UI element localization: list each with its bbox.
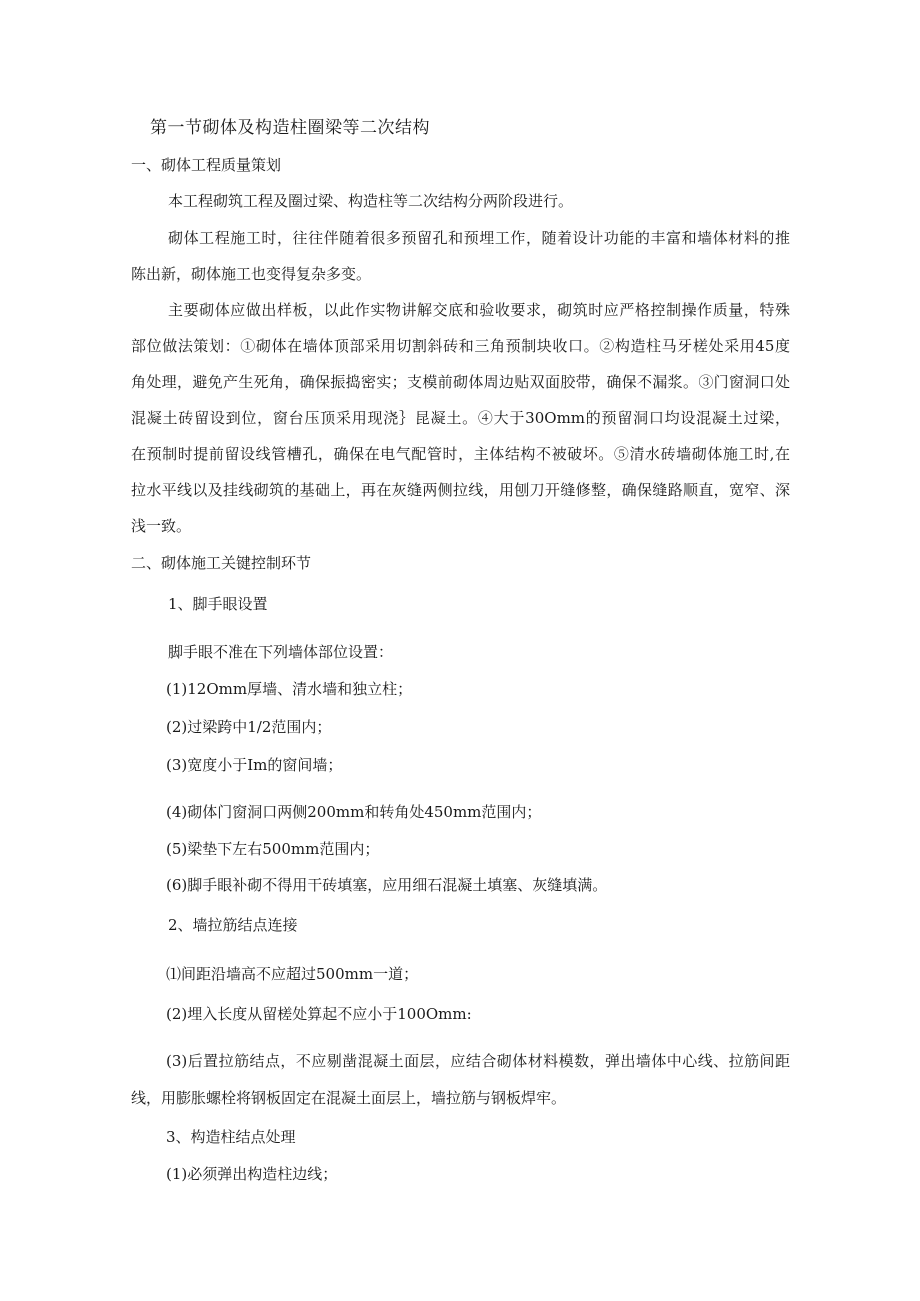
list-intro: 脚手眼不准在下列墙体部位设置：	[168, 643, 394, 661]
paragraph-line: 混凝土砖留设到位，窗台压顶采用现浇｝昆凝土。④大于30Omm的预留洞口均设混凝土过梁，	[131, 409, 790, 427]
list-item: ⑴间距沿墙高不应超过500mm一道；	[166, 965, 419, 983]
section-heading: 一、砌体工程质量策划	[131, 156, 282, 174]
paragraph-line: 在预制时提前留设线管槽孔，确保在电气配管时，主体结构不被破坏。⑤清水砖墙砌体施工时,在	[131, 445, 790, 463]
paragraph-line: 主要砌体应做出样板，以此作实物讲解交底和验收要求，砌筑时应严格控制操作质量，特殊	[168, 301, 790, 319]
list-item: (5)梁垫下左右500mm范围内；	[166, 840, 380, 858]
section-heading: 二、砌体施工关键控制环节	[131, 554, 312, 572]
list-item-continuation: 线，用膨胀螺栓将钢板固定在混凝土面层上，墙拉筋与钢板焊牢。	[131, 1089, 567, 1107]
list-item: (1)必须弹出构造柱边线；	[166, 1165, 338, 1183]
page-title: 第一节砌体及构造柱圈梁等二次结构	[150, 118, 430, 138]
subsection-heading: 2、墙拉筋结点连接	[168, 916, 298, 934]
paragraph-line: 砌体工程施工时，往往伴随着很多预留孔和预埋工作，随着设计功能的丰富和墙体材料的推	[168, 229, 790, 247]
list-item: (4)砌体门窗洞口两侧200mm和转角处450mm范围内；	[166, 803, 542, 821]
paragraph-line: 拉水平线以及挂线砌筑的基础上，再在灰缝两侧拉线，用刨刀开缝修整，确保缝路顺直，宽窄、深	[131, 481, 790, 499]
paragraph-line: 部位做法策划：①砌体在墙体顶部采用切割斜砖和三角预制块收口。②构造柱马牙槎处采用45度	[131, 337, 790, 355]
subsection-heading: 1、脚手眼设置	[168, 595, 268, 613]
list-item: (2)埋入长度从留槎处算起不应小于100Omm:	[166, 1005, 472, 1023]
list-item: (3)宽度小于Im的窗间墙；	[166, 756, 343, 774]
subsection-heading: 3、构造柱结点处理	[166, 1128, 296, 1146]
list-item: (6)脚手眼补砌不得用干砖填塞，应用细石混凝土填塞、灰缝填满。	[166, 876, 608, 894]
paragraph: 本工程砌筑工程及圈过梁、构造柱等二次结构分两阶段进行。	[168, 192, 574, 210]
paragraph-line: 浅一致。	[131, 517, 192, 535]
paragraph-line: 角处理，避免产生死角，确保振捣密实；支模前砌体周边贴双面胶带，确保不漏浆。③门窗洞口处	[131, 373, 790, 391]
paragraph-line: 陈出新，砌体施工也变得复杂多变。	[131, 265, 372, 283]
list-item: (3)后置拉筋结点，不应剔凿混凝土面层，应结合砌体材料模数，弹出墙体中心线、拉筋间距	[166, 1052, 790, 1070]
list-item: (2)过梁跨中1/2范围内；	[166, 718, 332, 736]
list-item: (1)12Omm厚墙、清水墙和独立柱；	[166, 680, 413, 698]
